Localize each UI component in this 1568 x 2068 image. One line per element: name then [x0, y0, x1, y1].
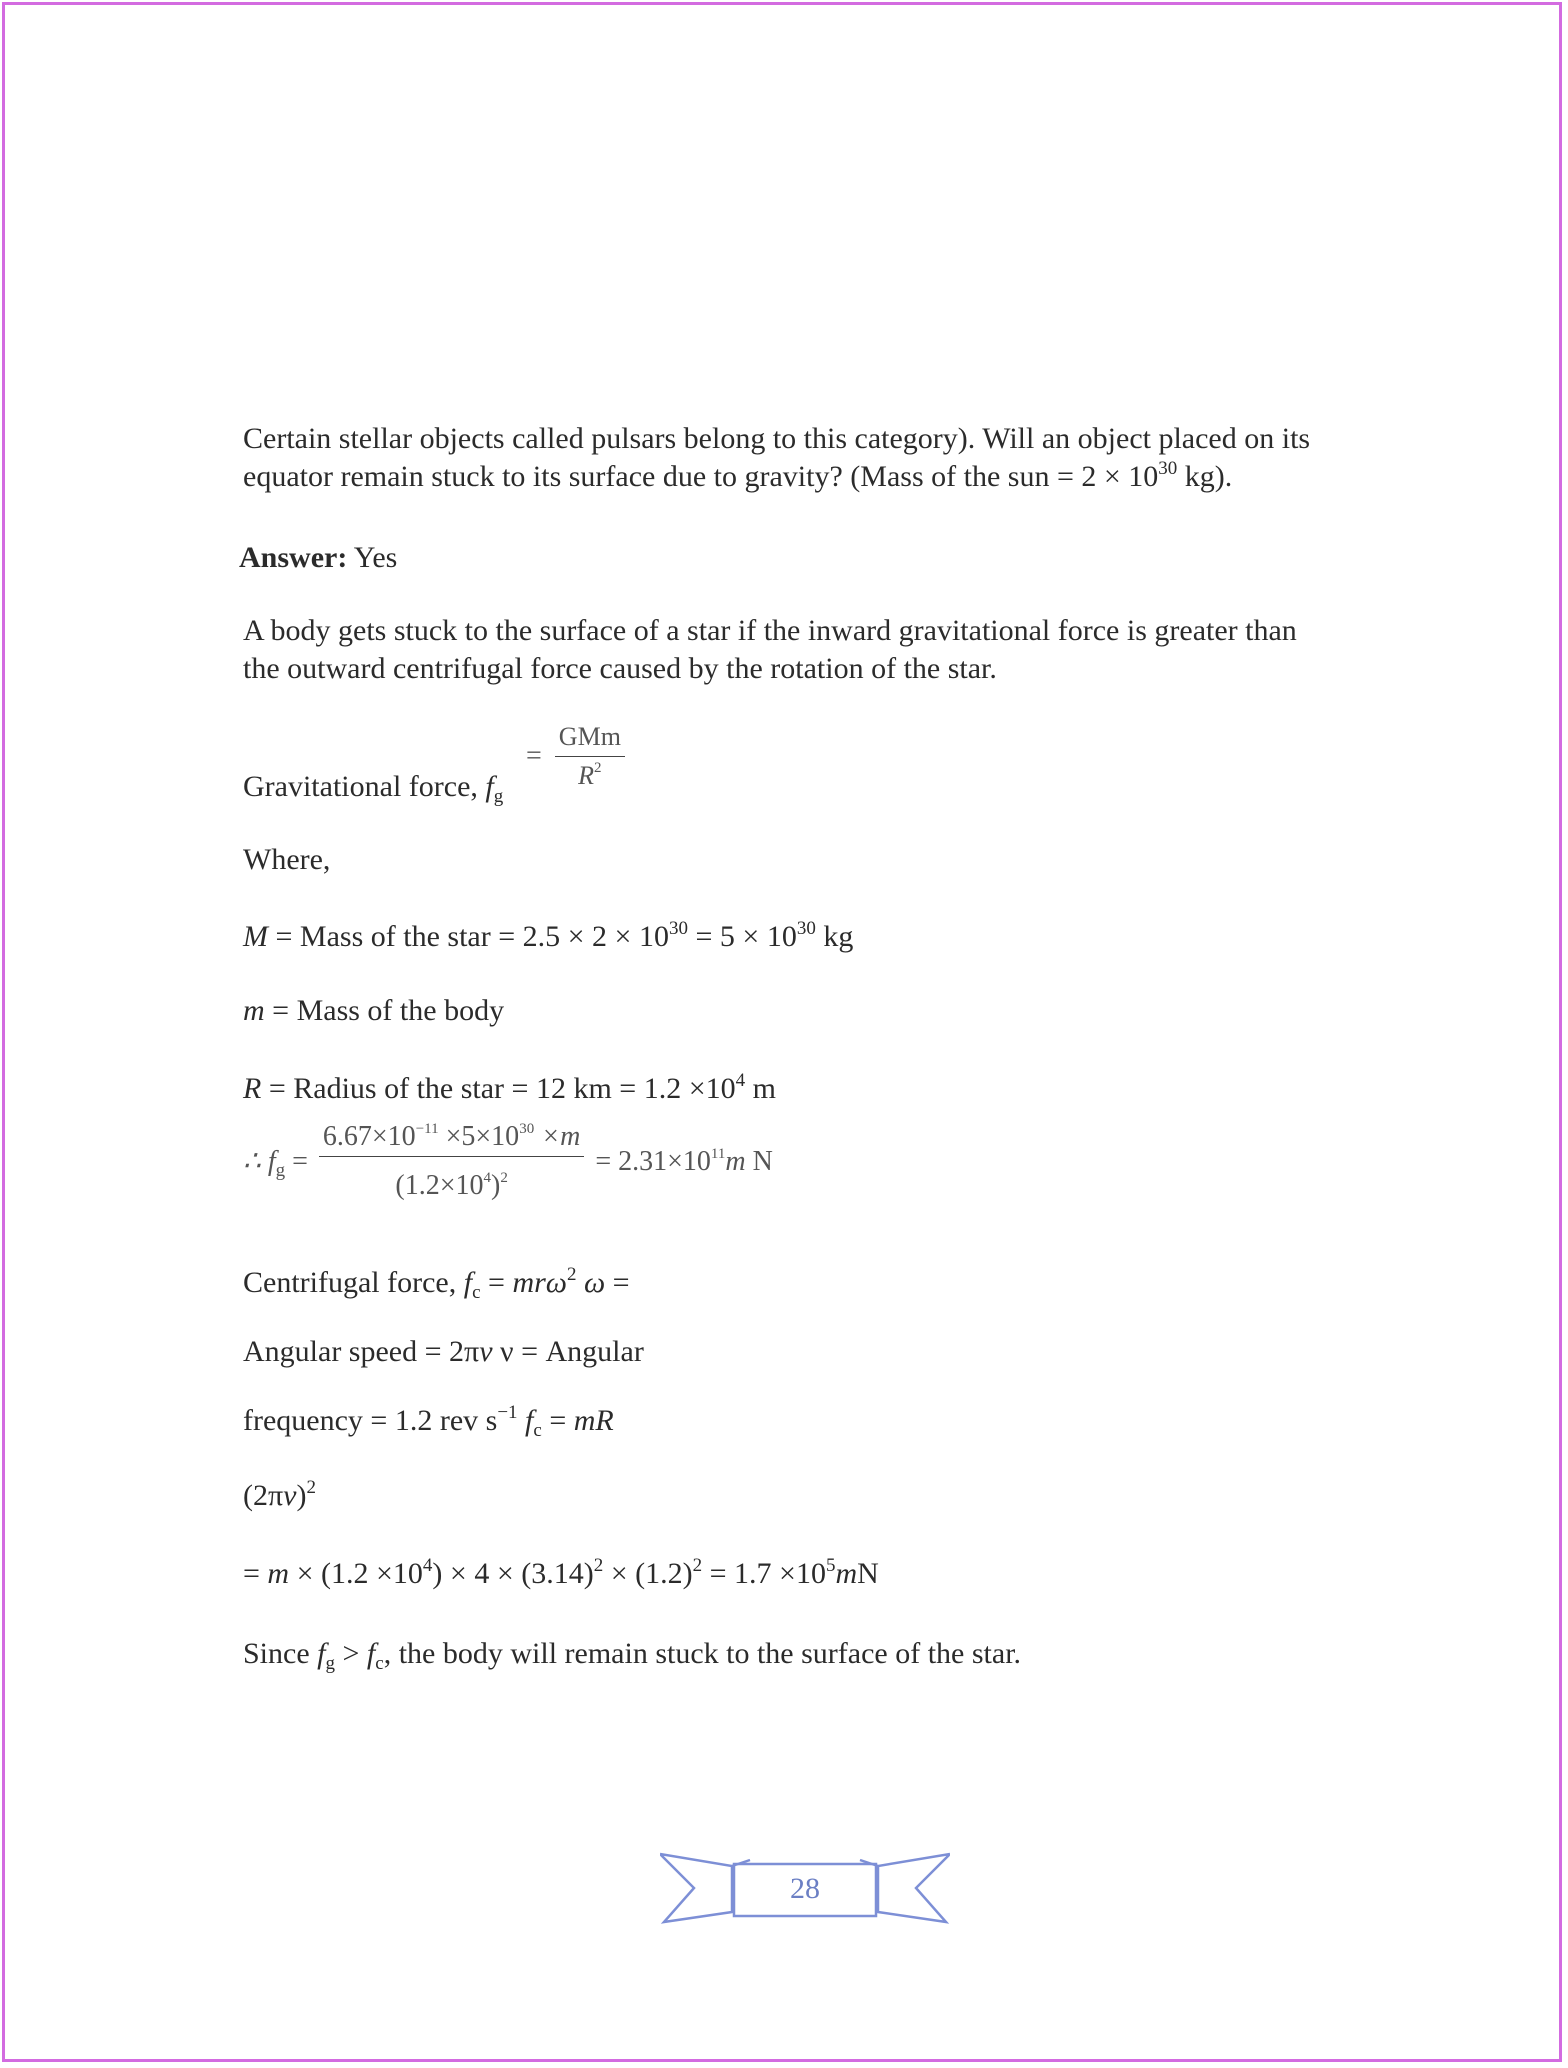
intro-line-1: Certain stellar objects called pulsars belong to this category). Will an object placed on its — [243, 422, 1311, 455]
answer-line — [239, 539, 397, 577]
answer-label: Answer: — [239, 541, 348, 574]
definition-R: R = Radius of the star = 12 km = $1.2 \times 10^4$ m — [243, 1070, 776, 1105]
definition-m: m = Mass of the body — [243, 994, 505, 1027]
definition-M: M = Mass of the star = $2.5 \times 2 \times 10^{30} = 5 \times 10^{30}$ kg — [243, 918, 854, 953]
explanation-line-1: A body gets stuck to the surface of a star if the inward gravitational force is greater than — [243, 614, 1297, 647]
gravitational-force-label: Gravitational force, $f_g$ — [243, 770, 504, 807]
explanation-line-2: the outward centrifugal force caused by the rotation of the star. — [243, 652, 997, 685]
intro-line-2: equator remain stuck to its surface due to gravity? (Mass of the sun = $2 \times 10^{30}$ kg). — [243, 458, 1233, 493]
page-number-ribbon — [660, 1850, 950, 1930]
conclusion-line: Since $f_g > f_c$, the body will remain stuck to the surface of the star. — [243, 1637, 1022, 1674]
centrifugal-force-line: Centrifugal force, $f_c = mr\omega^2$ ω = — [243, 1264, 630, 1303]
page-border — [2, 2, 1562, 2062]
centrifugal-calculation: = $m \times (1.2 \times 10^4) \times 4 \times (3.14)^2 \times (1.2)^2 = 1.7 \times 10^5mN$ — [243, 1555, 879, 1590]
page-number: 28 — [790, 1872, 820, 1905]
gravitational-force-formula: = $\frac{\text{GMm}}{R^2}$ — [526, 718, 625, 795]
answer-value: Yes — [353, 541, 398, 574]
two-pi-v-squared: $(2\pi v)^2$ — [243, 1477, 316, 1512]
fg-calculation: ∴ $f_g$ = $\frac{6.67\times 10^{-11} \times 5\times 10^{30} \times m}{(1.2\times 10^4)^2}$ = $2.31\times 10^{11}m$ N — [243, 1118, 773, 1205]
where-label: Where, — [243, 843, 331, 876]
angular-speed-line: Angular speed = 2πv ν = Angular — [243, 1335, 644, 1368]
frequency-line: frequency = 1.2 rev $s^{-1}$ $f_c$ = mR — [243, 1402, 614, 1441]
